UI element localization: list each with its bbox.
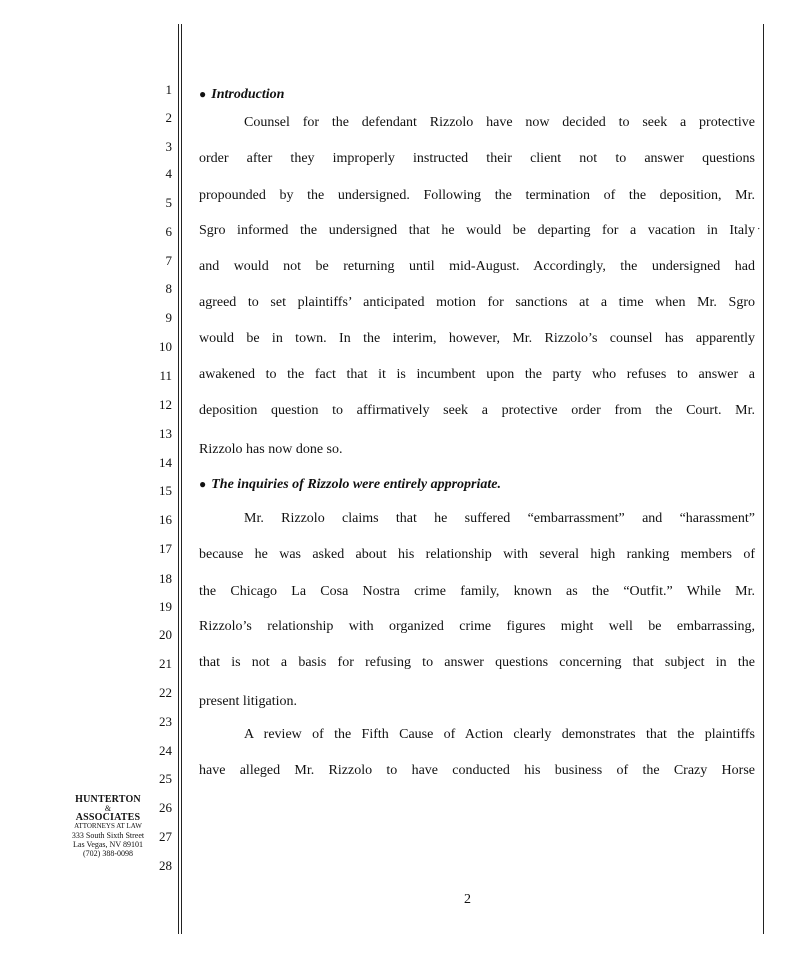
bullet-icon: ● <box>199 477 207 491</box>
firm-street: 333 South Sixth Street <box>71 831 145 840</box>
body-line: that is not a basis for refusing to answer questions concerning that subject in the <box>199 655 755 670</box>
bullet-icon: ● <box>199 87 207 101</box>
firm-block <box>56 795 160 858</box>
line-number: 8 <box>165 281 172 296</box>
body-line: and would not be returning until mid-August. Accordingly, the undersigned had <box>199 259 755 274</box>
body-line: awakened to the fact that it is incumbent upon the party who refuses to answer a <box>199 367 755 382</box>
body-line: order after they improperly instructed their client not to answer questions <box>199 151 755 166</box>
line-number: 10 <box>159 339 172 354</box>
line-number: 14 <box>159 455 172 470</box>
left-margin-rule-inner <box>181 24 182 934</box>
line-number: 24 <box>159 743 172 758</box>
body-line: Sgro informed the undersigned that he would be departing for a vacation in Italy <box>199 223 755 238</box>
firm-phone: (702) 388-0098 <box>83 849 133 858</box>
line-number: 28 <box>159 858 172 873</box>
line-number: 17 <box>159 541 172 556</box>
line-number: 6 <box>165 224 172 239</box>
page-number: 2 <box>464 892 471 907</box>
body-line: propounded by the undersigned. Following the termination of the deposition, Mr. <box>199 188 755 203</box>
line-number: 25 <box>159 771 172 786</box>
right-margin-rule <box>763 24 764 934</box>
firm-attorneys: ATTORNEYS AT LAW <box>74 822 142 830</box>
line-number: 20 <box>159 627 172 642</box>
body-line: agreed to set plaintiffs’ anticipated motion for sanctions at a time when Mr. Sgro <box>199 295 755 310</box>
line-number: 4 <box>165 166 172 181</box>
line-number: 18 <box>159 571 172 586</box>
firm-city: Las Vegas, NV 89101 <box>73 840 143 849</box>
body-line: A review of the Fifth Cause of Action clearly demonstrates that the plaintiffs <box>244 727 755 742</box>
left-margin-rule <box>178 24 179 934</box>
line-number: 7 <box>165 253 172 268</box>
line-number: 12 <box>159 397 172 412</box>
body-line: Mr. Rizzolo claims that he suffered “embarrassment” and “harassment” <box>244 511 755 526</box>
line-number: 13 <box>159 426 172 441</box>
section-heading-introduction: ● Introduction <box>199 87 285 102</box>
line-number: 11 <box>159 368 172 383</box>
line-number: 1 <box>165 82 172 97</box>
firm-associates: ASSOCIATES <box>75 812 141 823</box>
body-line: deposition question to affirmatively seek a protective order from the Court. Mr. <box>199 403 755 418</box>
firm-ampersand: & <box>104 804 112 813</box>
line-number: 19 <box>159 599 172 614</box>
line-number: 21 <box>159 656 172 671</box>
body-line: Counsel for the defendant Rizzolo have now decided to seek a protective <box>244 115 755 130</box>
body-line: present litigation. <box>199 694 297 709</box>
line-number: 26 <box>159 800 172 815</box>
body-line: would be in town. In the interim, however, Mr. Rizzolo’s counsel has apparently <box>199 331 755 346</box>
line-number: 23 <box>159 714 172 729</box>
line-number: 9 <box>165 310 172 325</box>
firm-name: HUNTERTON <box>75 794 141 805</box>
body-line: Rizzolo’s relationship with organized crime figures might well be embarrassing, <box>199 619 755 634</box>
line-number: 15 <box>159 483 172 498</box>
line-number: 22 <box>159 685 172 700</box>
line-number: 27 <box>159 829 172 844</box>
line-number: 16 <box>159 512 172 527</box>
body-line: have alleged Mr. Rizzolo to have conducted his business of the Crazy Horse <box>199 763 755 778</box>
section-heading-inquiries: ● The inquiries of Rizzolo were entirely appropriate. <box>199 477 501 492</box>
line-number: 3 <box>165 139 172 154</box>
body-line: because he was asked about his relationship with several high ranking members of <box>199 547 755 562</box>
stray-mark: ⋅ <box>757 224 761 235</box>
line-number: 2 <box>165 110 172 125</box>
body-line: Rizzolo has now done so. <box>199 442 343 457</box>
line-number: 5 <box>165 195 172 210</box>
body-line: the Chicago La Cosa Nostra crime family, known as the “Outfit.” While Mr. <box>199 584 755 599</box>
